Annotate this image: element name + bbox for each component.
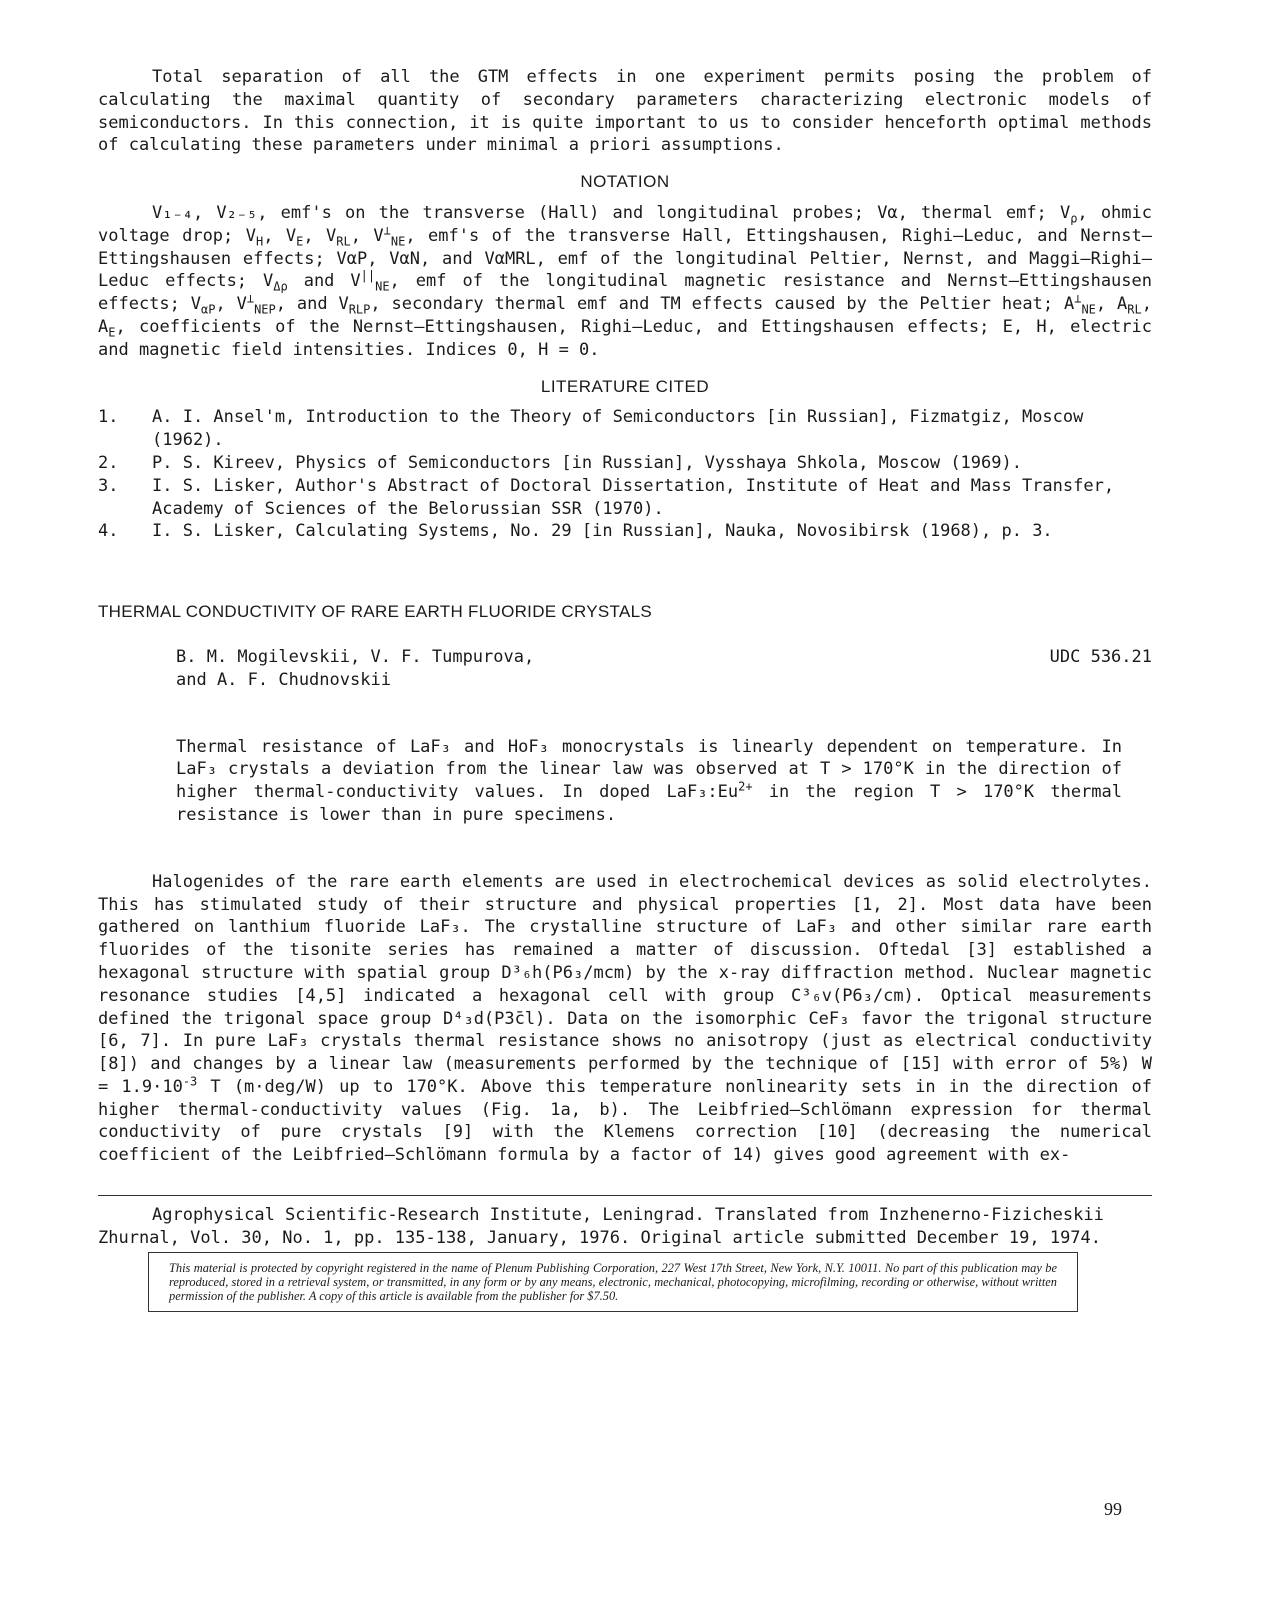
footnote-rule <box>98 1195 1152 1196</box>
intro-paragraph: Total separation of all the GTM effects in one experiment permits posing the problem of calculating the maximal quantity of secondary parameters characterizing electronic models of semiconductors. In this connection, it is quite important to us to consider henceforth optimal methods of calculating these parameters under minimal a priori assumptions. <box>98 67 1152 156</box>
reference-item: 4. I. S. Lisker, Calculating Systems, No. 29 [in Russian], Nauka, Novosibirsk (1968), p. 3. <box>98 521 1053 542</box>
author-names: B. M. Mogilevskii, V. F. Tumpurova, and A. F. Chudnovskii <box>176 646 535 690</box>
page-content <box>98 66 1152 1312</box>
notation-heading: NOTATION <box>580 172 670 192</box>
page-number: 99 <box>1104 1499 1122 1519</box>
article-title: THERMAL CONDUCTIVITY OF RARE EARTH FLUORIDE CRYSTALS <box>98 602 653 622</box>
abstract: Thermal resistance of LaF₃ and HoF₃ monocrystals is linearly dependent on temperature. In LaF₃ crystals a deviation from the linear law was observed at T > 170°K in the direction of higher thermal-conductivity values. In doped $LaF_3:Eu^{2+}$ in the region T > 170°K thermal resistance is lower than in pure specimens. <box>176 736 1122 825</box>
reference-item: 1. A. I. Ansel'm, Introduction to the Theory of Semiconductors [in Russian], Fizmatgiz, Moscow (1962). <box>98 407 1084 451</box>
notation-paragraph: V₁₋₄, V₂₋₅, emf's on the transverse (Hall) and longitudinal probes; Vα, thermal emf; $V_\rho$, ohmic voltage drop; $V_H$, $V_E$, $V_{RL}$, $V^\perp_{NE}$, emf's of the transverse Hall, Ettingshausen, Righi–Leduc, and Nernst–Ettingshausen effects; VαP, VαN, and VαMRL, emf of the longitudinal Peltier, Nernst, and Maggi–Righi–Leduc effects; $V_{\Delta\rho}$ and $V^{||}_{NE}$, emf of the longitudinal magnetic resistance and Nernst–Ettingshausen effects; $V_{\alpha P}$, $V^\perp_{NEP}$, and $V_{RLP}$, secondary thermal emf and TM effects caused by the Peltier heat; $A^\perp_{NE}$, $A_{RL}$, $A_E$, coefficients of the Nernst–Ettingshausen, Righi–Leduc, and Ettingshausen effects; E, H, electric and magnetic field intensities. Indices 0, H = 0. <box>98 202 1152 360</box>
author-block <box>176 646 1152 692</box>
copyright-notice: This material is protected by copyright registered in the name of Plenum Publishing Corporation, 227 West 17th Street, New York, N.Y. 10011. No part of this publication may be reproduced, stored in a retrieval system, or transmitted, in any form or by any means, electronic, mechanical, photocopying, microfilming, recording or otherwise, without written permission of the publisher. A copy of this article is available from the publisher for $7.50. <box>148 1252 1078 1312</box>
udc-code: UDC 536.21 <box>1049 646 1152 667</box>
reference-item: 3. I. S. Lisker, Author's Abstract of Doctoral Dissertation, Institute of Heat and Mass Transfer, Academy of Sciences of the Belorussian SSR (1970). <box>98 475 1115 519</box>
body-paragraph: Halogenides of the rare earth elements are used in electrochemical devices as solid electrolytes. This has stimulated study of their structure and physical properties [1, 2]. Most data have been gathered on lanthium fluoride LaF₃. The crystalline structure of LaF₃ and other similar rare earth fluorides of the tisonite series has remained a matter of discussion. Oftedal [3] established a hexagonal structure with spatial group D³₆h(P6₃/mcm) by the x-ray diffraction method. Nuclear magnetic resonance studies [4,5] indicated a hexagonal cell with group C³₆v(P6₃/cm). Optical measurements defined the trigonal space group D⁴₃d(P3̄cl). Data on the isomorphic CeF₃ favor the trigonal structure [6, 7]. In pure LaF₃ crystals thermal resistance shows no anisotropy (just as electrical conductivity [8]) and changes by a linear law (measurements performed by the technique of [15] with error of 5%) $W = 1.9\cdot 10^{-3}$ T (m·deg/W) up to 170°K. Above this temperature nonlinearity sets in in the direction of higher thermal-conductivity values (Fig. 1a, b). The Leibfried–Schlömann expression for thermal conductivity of pure crystals [9] with the Klemens correction [10] (decreasing the numerical coefficient of the Leibfried–Schlömann formula by a factor of 14) gives good agreement with ex- <box>98 871 1152 1166</box>
reference-list <box>98 406 1152 543</box>
reference-item: 2. P. S. Kireev, Physics of Semiconductors [in Russian], Vysshaya Shkola, Moscow (1969). <box>98 452 1022 473</box>
affiliation-footnote: Agrophysical Scientific-Research Institute, Leningrad. Translated from Inzhenerno-Fizicheskii Zhurnal, Vol. 30, No. 1, pp. 135-138, January, 1976. Original article submitted December 19, 1974. <box>98 1205 1104 1248</box>
literature-heading: LITERATURE CITED <box>540 376 710 396</box>
